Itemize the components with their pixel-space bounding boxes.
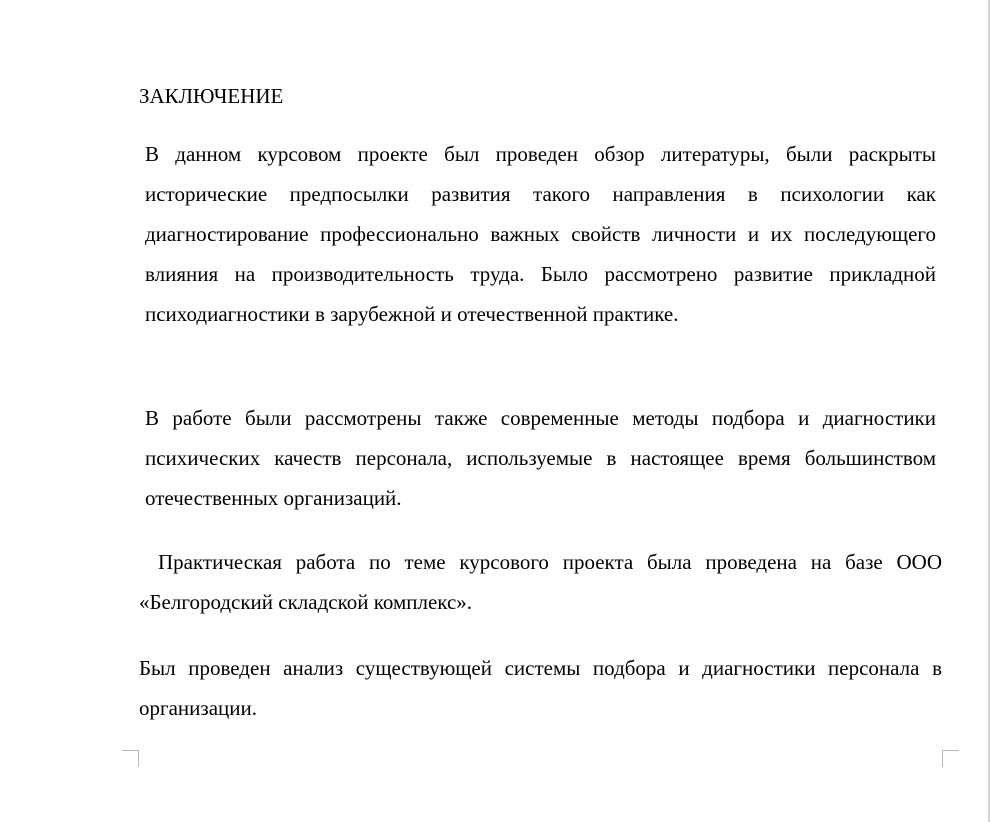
- paragraph-3: Практическая работа по теме курсового проекта была проведена на базе ООО «Белгородский складской комплекс».: [139, 550, 942, 614]
- paragraph-4: Был проведен анализ существующей системы подбора и диагностики персонала в организации.: [139, 656, 942, 720]
- section-heading: ЗАКЛЮЧЕНИЕ: [139, 84, 284, 108]
- margin-corner-mark-left: [122, 750, 139, 767]
- margin-corner-mark-right: [942, 750, 959, 767]
- paragraph-2: В работе были рассмотрены также современные методы подбора и диагностики психических качеств персонала, используемые в настоящее время большинством отечественных организаций.: [145, 406, 936, 510]
- paragraph-1: В данном курсовом проекте был проведен обзор литературы, были раскрыты исторические предпосылки развития такого направления в психологии как диагностирование профессионально важных свойств личности и их последующего влияния на производительность труда. Было рассмотрено развитие прикладной психодиагностики в зарубежной и отечественной практике.: [145, 142, 936, 326]
